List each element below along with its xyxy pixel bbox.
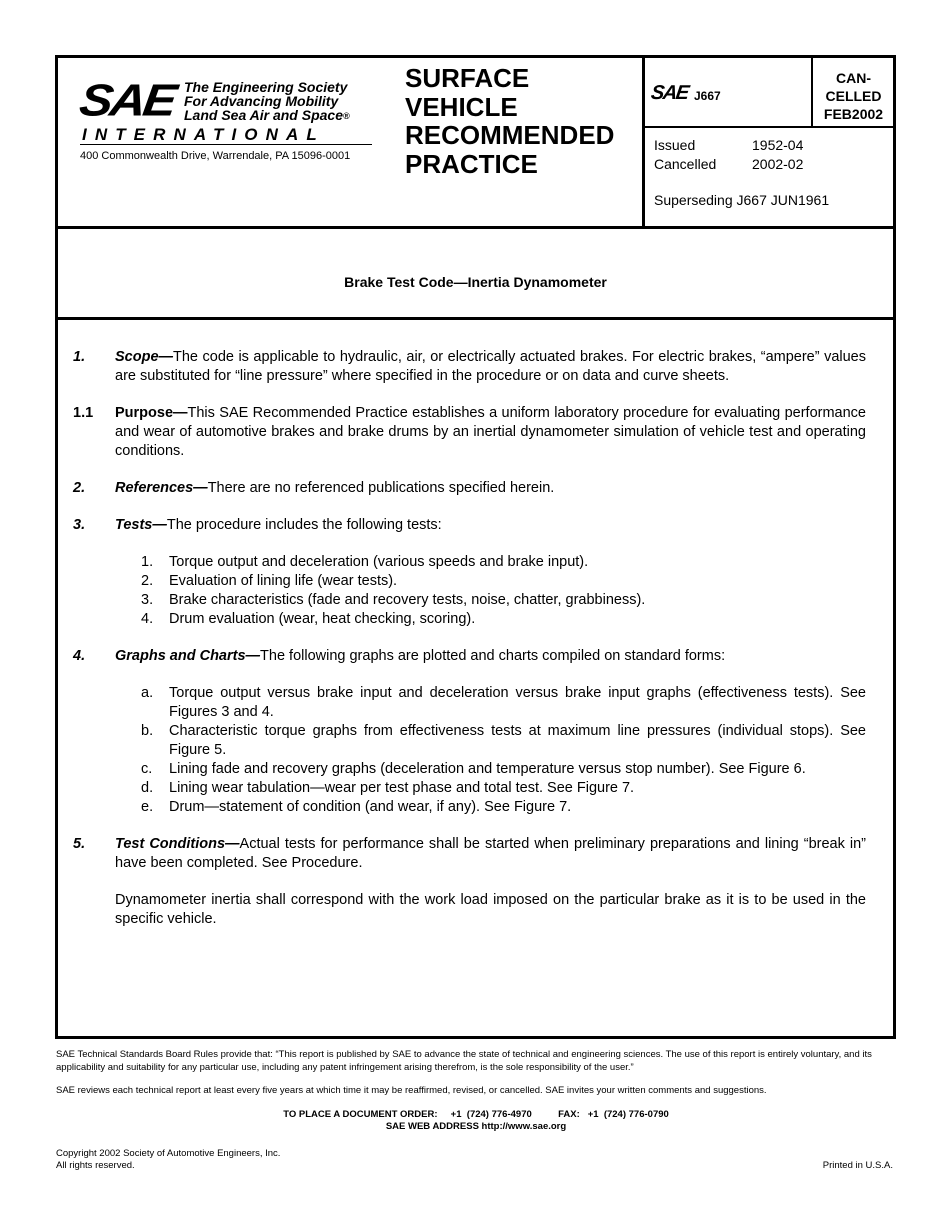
list-item-text: Torque output and deceleration (various speeds and brake input).: [169, 554, 589, 570]
header: [58, 58, 893, 229]
list-item: [141, 591, 866, 610]
org-address: 400 Commonwealth Drive, Warrendale, PA 15096-0001: [80, 150, 351, 162]
document-type: [405, 64, 645, 178]
document-body: [73, 348, 866, 929]
doc-type-line: PRACTICE: [405, 148, 538, 179]
list-item-text: Drum evaluation (wear, heat checking, scoring).: [169, 611, 476, 627]
status-badge: [814, 69, 893, 123]
list-item-text: Torque output versus brake input and deceleration versus brake input graphs (effectiveness tests). See Figures 3 and 4.: [169, 685, 866, 720]
section-text: The code is applicable to hydraulic, air, or electrically actuated brakes. For electric brakes, “ampere” values are substituted for “line pressure” where specified in the procedure or on data and curve sheets.: [115, 349, 866, 384]
superseding-note: Superseding J667 JUN1961: [654, 192, 830, 208]
section-text: The following graphs are plotted and charts compiled on standard forms:: [260, 648, 726, 664]
international-wordmark: INTERNATIONAL: [82, 125, 325, 144]
list-item: [141, 572, 866, 591]
section-graphs-charts: [73, 647, 866, 666]
issued-value: 1952-04: [752, 137, 804, 153]
list-item: [141, 553, 866, 572]
doc-type-line: RECOMMENDED: [405, 120, 615, 150]
review-note: SAE reviews each technical report at least every five years at which time it may be reaffirmed, revised, or cancelled. SAE invites your written comments and suggestions.: [56, 1085, 767, 1096]
section-scope: [73, 348, 866, 386]
tests-list: [141, 553, 866, 629]
section-tests: [73, 516, 866, 535]
issued-label: Issued: [654, 137, 696, 153]
list-item: [141, 779, 866, 798]
list-item: [141, 760, 866, 779]
divider: [811, 58, 813, 127]
divider: [642, 58, 645, 226]
tagline-line: Land Sea Air and Space: [184, 107, 343, 123]
section-purpose: [73, 404, 866, 461]
web-address: SAE WEB ADDRESS http://www.sae.org: [385, 1121, 567, 1132]
section-number: 4.: [73, 648, 86, 664]
list-marker: 2.: [141, 573, 154, 589]
title-row: [58, 226, 893, 320]
issue-dates: [654, 136, 803, 174]
sae-logo-mark: SAE: [76, 74, 178, 126]
list-marker: e.: [141, 799, 154, 815]
graphs-list: [141, 684, 866, 817]
section-heading: References—: [115, 480, 208, 496]
tagline-line: For Advancing Mobility: [184, 93, 339, 109]
document-number: J667: [694, 89, 721, 103]
sae-tagline: [184, 80, 350, 123]
status-line: CELLED: [825, 88, 882, 104]
list-marker: c.: [141, 761, 153, 777]
section-heading: Purpose—: [115, 405, 188, 421]
section-test-conditions: [73, 835, 866, 873]
section-number: 1.: [73, 349, 86, 365]
section-text: This SAE Recommended Practice establishes a uniform laboratory procedure for evaluating performance and wear of automotive brakes and brake drums by an inertial dynamometer simulation of vehicle test and operating conditions.: [115, 405, 866, 459]
section-heading: Test Conditions—: [115, 836, 240, 852]
standards-rules: SAE Technical Standards Board Rules provide that: “This report is published by SAE to advance the state of technical and engineering sciences. The use of this report is entirely voluntary, and its applicability and suitability for any particular use, including any patent infringement arising therefrom, is the sole responsibility of the user.”: [56, 1049, 872, 1073]
list-marker: a.: [141, 685, 154, 701]
list-item: [141, 798, 866, 817]
tagline-line: The Engineering Society: [184, 79, 348, 95]
copyright-block: [56, 1148, 896, 1173]
rights-reserved: All rights reserved.: [56, 1160, 135, 1171]
list-marker: 1.: [141, 554, 154, 570]
registered-mark: ®: [342, 111, 350, 121]
list-item-text: Lining wear tabulation—wear per test phase and total test. See Figure 7.: [169, 780, 635, 796]
list-item-text: Drum—statement of condition (and wear, if any). See Figure 7.: [169, 799, 572, 815]
list-marker: b.: [141, 723, 154, 739]
section-heading: Scope—: [115, 349, 174, 365]
list-item: [141, 610, 866, 629]
list-item: [141, 684, 866, 722]
doc-type-line: SURFACE: [405, 63, 530, 93]
list-item-text: Brake characteristics (fade and recovery tests, noise, chatter, grabbiness).: [169, 592, 646, 608]
doc-type-line: VEHICLE: [405, 91, 518, 122]
section-references: [73, 479, 866, 498]
section-number: 3.: [73, 517, 86, 533]
section-text: The procedure includes the following tests:: [166, 517, 442, 533]
divider: [80, 144, 372, 145]
section-number: 5.: [73, 836, 86, 852]
section-number: 1.1: [73, 405, 94, 421]
sae-small-logo: SAE: [649, 82, 690, 104]
test-conditions-paragraph: Dynamometer inertia shall correspond with the work load imposed on the particular brake as it is to be used in the specific vehicle.: [115, 892, 866, 927]
section-text: There are no referenced publications specified herein.: [207, 480, 555, 496]
cancelled-label: Cancelled: [654, 156, 717, 172]
list-item-text: Lining fade and recovery graphs (deceleration and temperature versus stop number). See Figure 6.: [169, 761, 806, 777]
document-title: Brake Test Code—Inertia Dynamometer: [344, 274, 607, 290]
list-item-text: Evaluation of lining life (wear tests).: [169, 573, 398, 589]
status-line: CAN-: [836, 70, 871, 86]
order-info: [56, 1109, 896, 1134]
document-frame: [55, 55, 896, 1039]
footer: [56, 1049, 896, 1173]
divider: [642, 126, 893, 128]
section-heading: Tests—: [115, 517, 167, 533]
sae-logo: [76, 74, 410, 144]
list-marker: 3.: [141, 592, 154, 608]
status-line: FEB2002: [823, 106, 884, 122]
copyright: Copyright 2002 Society of Automotive Engineers, Inc.: [56, 1147, 281, 1159]
list-item-text: Characteristic torque graphs from effectiveness tests at maximum line pressures (individual stops). See Figure 5.: [169, 723, 866, 758]
section-text: Actual tests for performance shall be started when preliminary preparations and lining “break in” have been completed. See Procedure.: [115, 836, 866, 871]
section-heading: Graphs and Charts—: [115, 648, 261, 664]
list-item: [141, 722, 866, 760]
list-marker: 4.: [141, 611, 154, 627]
printed-in: Printed in U.S.A.: [822, 1160, 893, 1171]
order-phone-fax: TO PLACE A DOCUMENT ORDER: +1 (724) 776-4970 FAX: +1 (724) 776-0790: [283, 1108, 669, 1120]
section-number: 2.: [73, 480, 86, 496]
list-marker: d.: [141, 780, 154, 796]
cancelled-value: 2002-02: [752, 156, 804, 172]
